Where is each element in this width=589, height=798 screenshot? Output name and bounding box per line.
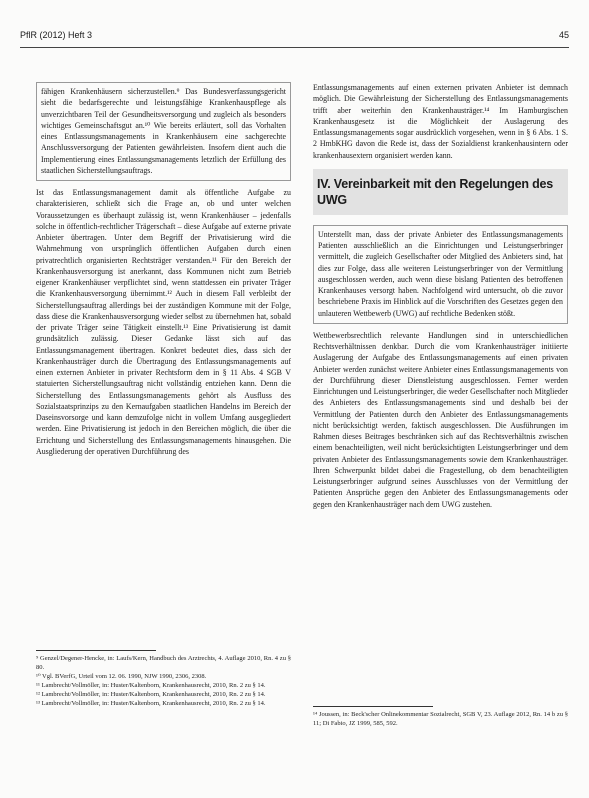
footnote-10: ¹⁰ Vgl. BVerfG, Urteil vom 12. 06. 1990, NJW 1990, 2306, 2308. bbox=[36, 673, 207, 680]
footnote-14: ¹⁴ Joussen, in: Beck'scher Onlinekommentar Sozialrecht, SGB V, 23. Auflage 2012, Rn. 14 b zu § 11; Di Fabio, JZ 1999, 585, 592. bbox=[313, 711, 568, 727]
page-number: 45 bbox=[558, 30, 569, 40]
running-header bbox=[20, 30, 569, 40]
left-footnotes bbox=[36, 650, 291, 708]
right-footnotes bbox=[313, 706, 568, 728]
footnote-13: ¹³ Lambrecht/Vollmöller, in: Huster/Kaltenborn, Krankenhausrecht, 2010, Rn. 2 zu § 14. bbox=[36, 700, 266, 707]
section-heading: IV. Vereinbarkeit mit den Regelungen des UWG bbox=[313, 169, 568, 215]
right-column bbox=[313, 82, 568, 510]
right-body-paragraph: Wettbewerbsrechtlich relevante Handlungen sind in unterschiedlichen Rechtsverhältnissen denkbar. Durch die vom Krankenhausträger initiierte Auslagerung der Aufgabe des Entlassungsmanagements auf einen privaten Anbieter werden zunächst weitere Anbieter eines Entlassungsmanagements von der Durchführung dieser Dienstleistung ausgeschlossen. Ferner werden Einrichtungen und Leistungserbringer, die weder Gesellschafter noch Mitglieder des Anbieters des Entlassungsmanagements sind und deshalb bei der Vermittlung der Patienten durch den Anbieter des Entlassungsmanagements nicht berücksichtigt werden, faktisch ausgeschlossen. Die Ausführungen im Rahmen dieses Beitrages beschränken sich auf das Rechtsverhältnis zwischen einem benachteiligten, weil nicht berücksichtigten Leistungserbringer und dem privaten Anbieter des Entlassungsmanagements sowie dem Krankenhausträger. Ihren Schwerpunkt bildet dabei die Fragestellung, ob dem benachteiligten Leistungserbringer aufgrund seines Ausschlusses von der Vermittlung der Patienten Ansprüche gegen den Anbieter des Entlassungsmanagements oder gegen den Krankenhausträger nach dem UWG zustehen. bbox=[313, 330, 568, 509]
left-body-paragraph: Ist das Entlassungsmanagement damit als öffentliche Aufgabe zu charakterisieren, schließt sich die Frage an, ob und unter welchen Voraussetzungen es überhaupt zulässig ist, wenn Krankenhäuser – jedenfalls solche in öffentlich-rechtlicher Trägerschaft – diese Aufgabe auf externe private Anbieter übertragen. Unter dem Begriff der Privatisierung wird die Wahrnehmung von ursprünglich öffentlichen Aufgaben durch einen privatrechtlich organisierten Rechtsträger verstanden.¹¹ Für den Bereich der Krankenhausversorgung ist anerkannt, dass Kommunen nicht zum Betrieb eigener Krankenhäuser verpflichtet sind, wenn stattdessen ein privater Träger die Krankenhausversorgung übernimmt.¹² Auch in diesem Fall verbleibt der Sicherstellungsauftrag allerdings bei der zuständigen Kommune mit der Folge, dass diese die Krankenhausversorgung wieder selbst zu übernehmen hat, sobald der private Träger seine Tätigkeit einstellt.¹³ Eine Privatisierung ist damit grundsätzlich zulässig. Dieser Gedanke lässt sich auf das Entlassungsmanagement übertragen. Konkret bedeutet dies, dass sich der Krankenhausträger durch die Übertragung des Entlassungsmanagements auf einen externen Anbieter in privater Rechtsform dem in § 11 Abs. 4 SGB V statuierten Sicherstellungsauftrag nicht vollständig entziehen kann. Denn die Sicherstellung des Entlassungsmanagements gehört als Ausfluss des Sozialstaatsprinzips zu den Kernaufgaben staatlichen Handelns im Bereich der Daseinsvorsorge und kann demzufolge nicht in vollem Umfang ausgegliedert werden. Eine Privatisierung ist jedoch in den Bereichen möglich, die über die Errichtung und Sicherstellung des Entlassungsmanagements hinausgehen. Die Ausgliederung der operativen Durchführung des bbox=[36, 188, 291, 456]
footnote-12: ¹² Lambrecht/Vollmöller, in: Huster/Kaltenborn, Krankenhausrecht, 2010, Rn. 2 zu § 14. bbox=[36, 691, 266, 698]
right-summary-box bbox=[313, 225, 568, 324]
footnote-rule bbox=[313, 706, 433, 707]
journal-name: PflR (2012) Heft 3 bbox=[20, 30, 93, 40]
right-intro-paragraph: Entlassungsmanagements auf einen externen privaten Anbieter ist demnach möglich. Die Gewährleistung der Sicherstellung des Entlassungsmanagements trifft aber weiterhin den Krankenhausträger.¹⁴ Im Hamburgischen Krankenhausgesetz ist die Möglichkeit der Auslagerung des Entlassungsmanagements sogar ausdrücklich vorgesehen, wenn in § 6 Abs. 1 S. 2 HmbKHG davon die Rede ist, dass der Sozialdienst krankenhausintern oder krankenhausextern organisiert werden kann. bbox=[313, 83, 568, 160]
footnote-9: ⁹ Genzel/Degener-Hencke, in: Laufs/Kern, Handbuch des Arztrechts, 4. Auflage 2010, Rn. 4 zu § 80. bbox=[36, 655, 291, 671]
right-boxed-paragraph: Unterstellt man, dass der private Anbieter des Entlassungsmanagements Patienten ausschließlich an die Einrichtungen und Leistungserbringer vermittelt, die zugleich Gesellschafter oder Mitglied des Anbieters sind, hat dies zur Folge, dass alle weiteren Leistungserbringer von der Vermittlung ausgeschlossen werden, auch wenn diese bislang Patienten des betroffenen Krankenhauses versorgt haben. Nachfolgend wird untersucht, ob die zuvor beschriebene Praxis im Hinblick auf die Vorschriften des Gesetzes gegen den unlauteren Wettbewerb (UWG) auf rechtliche Bedenken stößt. bbox=[318, 229, 563, 318]
left-intro-box bbox=[36, 82, 291, 181]
footnote-11: ¹¹ Lambrecht/Vollmöller, in: Huster/Kaltenborn, Krankenhausrecht, 2010, Rn. 2 zu § 14. bbox=[36, 682, 266, 689]
left-column bbox=[36, 82, 291, 457]
header-rule bbox=[20, 47, 569, 48]
left-intro-paragraph: fähigen Krankenhäusern sicherzustellen.⁹ Das Bundesverfassungsgericht sieht die bedarfsgerechte und leistungsfähige Krankenhauspflege als unverzichtbaren Teil der Gesundheitsversorgung und zugleich als besonders wichtiges Gemeinschaftsgut an.¹⁰ Wie bereits erläutert, soll das Vorhalten eines Entlassungsmanagements in Krankenhäusern eine sachgerechte Anschlussversorgung der Patienten gewährleisten. Insofern dient auch die Implementierung eines Entlassungsmanagements letztlich der Erfüllung des staatlichen Sicherstellungsauftrags. bbox=[41, 87, 286, 175]
footnote-rule bbox=[36, 650, 156, 651]
